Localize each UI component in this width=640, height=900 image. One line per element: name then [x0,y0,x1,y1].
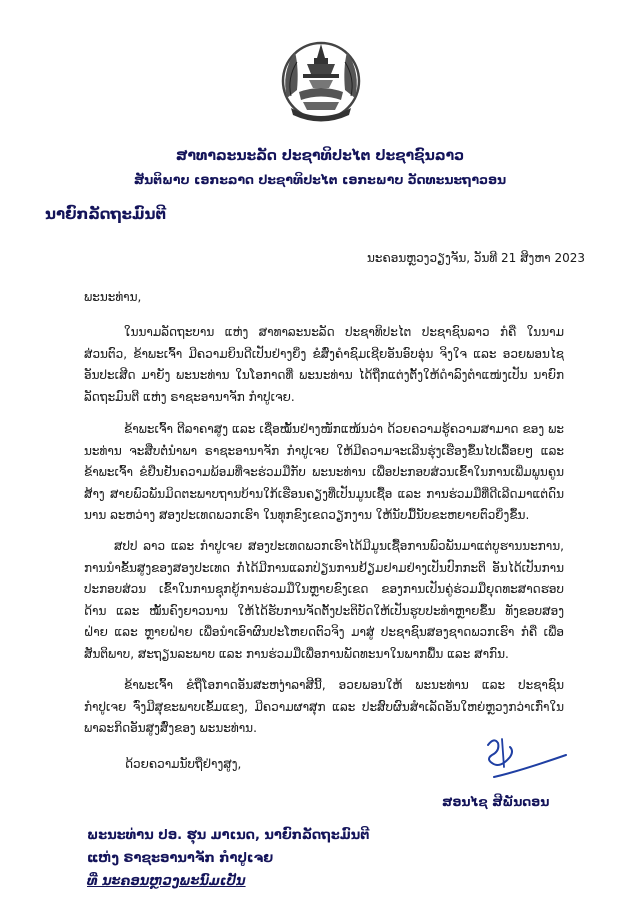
header-motto: ສັນຕິພາບ ເອກະລາດ ປະຊາທິປະໄຕ ເອກະພາບ ວັດທະນະຖາວອນ [133,172,507,187]
place-date: ນະຄອນຫຼວງວຽງຈັນ, ວັນທີ 21 ສິງຫາ 2023 [367,251,585,265]
signer-name: ສອນໄຊ ສີພັນດອນ [442,794,550,809]
closing: ດ້ວຍຄວາມນັບຖືຢ່າງສູງ, [125,757,242,771]
paragraph-2: ຂ້າພະເຈົ້າ ຕີລາຄາສູງ ແລະ ເຊື່ອໝັ້ນຢ່າງໜັກແໜ້ນວ່າ ດ້ວຍຄວາມຮູ້ຄວາມສາມາດ ຂອງ ພະນະທ່ານ ຈະສືບຕໍ່ນຳພາ ຣາຊະອານາຈັກ ກຳປູເຈຍ ໃຫ້ມີຄວາມຈະເລີນຮຸ່ງເຮືອງຂຶ້ນໄປເລື້ອຍໆ ແລະ ຂ້າພະເຈົ້າ ຂໍຢືນຢັນຄວາມພ້ອມທີ່ຈະຮ່ວມມືກັບ ພະນະທ່ານ ເພື່ອປະກອບສ່ວນເຂົ້າໃນການເພີ່ມພູນຄູນສ້າງ ສາຍພົວພັນມິດຕະພາບຖານບ້ານໃກ້ເຮືອນຄຽງທີ່ເປັນມູນເຊື້ອ ແລະ ການຮ່ວມມືທີ່ດີເລີດມາແຕ່ດົນນານ ລະຫວ່າງ ສອງປະເທດພວກເຮົາ ໃນທຸກຂົງເຂດວຽກງານ ໃຫ້ນັບມື້ນັບຂະຫຍາຍຕົວຍິ່ງຂຶ້ນ. [84,422,564,522]
paragraph-1: ໃນນາມລັດຖະບານ ແຫ່ງ ສາທາລະນະລັດ ປະຊາທິປະໄຕ ປະຊາຊົນລາວ ກໍຄື ໃນນາມສ່ວນຕົວ, ຂ້າພະເຈົ້າ ມີຄວາມຍິນດີເປັນຢ່າງຍິ່ງ ຂໍສົ່ງຄຳຊົມເຊີຍອັນອົບອຸ່ນ ຈິງໃຈ ແລະ ອວຍພອນໄຊອັນປະເສີດ ມາຍັງ ພະນະທ່ານ ໃນໂອກາດທີ່ ພະນະທ່ານ ໄດ້ຖືກແຕ່ງຕັ້ງໃຫ້ດຳລົງຕຳແໜ່ງເປັນ ນາຍົກລັດຖະມົນຕີ ແຫ່ງ ຣາຊະອານາຈັກ ກຳປູເຈຍ. [84,325,564,404]
header-country-name: ສາທາລະນະລັດ ປະຊາທິປະໄຕ ປະຊາຊົນລາວ [175,148,465,164]
addressee-line-1: ພະນະທ່ານ ປອ. ຮຸນ ມາເນດ, ນາຍົກລັດຖະມົນຕີ [87,828,370,843]
signature-icon [480,733,570,783]
salutation: ພະນະທ່ານ, [84,290,142,304]
paragraph-4: ຂ້າພະເຈົ້າ ຂໍຖືໂອກາດອັນສະຫງ່າລາສີນີ້, ອວຍພອນໃຫ້ ພະນະທ່ານ ແລະ ປະຊາຊົນ ກຳປູເຈຍ ຈົ່ງມີສຸຂະພາບເຂັ້ມແຂງ, ມີຄວາມຜາສຸກ ແລະ ປະສົບຜົນສຳເລັດອັນໃຫຍ່ຫຼວງກວ່າເກົ່າໃນພາລະກິດອັນສູງສົ່ງຂອງ ພະນະທ່ານ. [84,678,564,735]
addressee-line-3: ທີ່ ນະຄອນຫຼວງພະນົມເປັນ [87,874,246,889]
lao-national-emblem-icon [273,38,369,124]
sender-title: ນາຍົກລັດຖະມົນຕີ [45,205,167,223]
addressee-line-2: ແຫ່ງ ຣາຊະອານາຈັກ ກຳປູເຈຍ [87,851,274,866]
paragraph-3: ສປປ ລາວ ແລະ ກຳປູເຈຍ ສອງປະເທດພວກເຮົາໄດ້ມີມູນເຊື້ອການພົວພັນມາແຕ່ບູຮານນະການ, ການນຳຂັ້ນສູງຂອງສອງປະເທດ ກໍ່ໄດ້ມີການແລກປ່ຽນການຢ້ຽມຢາມຢ່າງເປັນປົກກະຕິ ອັນໄດ້ເປັນການປະກອບສ່ວນ ເຂົ້າໃນການຊຸກຍູ້ການຮ່ວມມືໃນຫຼາຍຂົງເຂດ ຂອງການເປັນຄູ່ຮ່ວມມືຍຸດທະສາດຮອບດ້ານ ແລະ ໝັ້ນຄົງຍາວນານ ໃຫ້ໄດ້ຮັບການຈັດຕັ້ງປະຕິບັດໃຫ້ເປັນຮູບປະທຳຫຼາຍຂຶ້ນ ທັງຂອບສອງຝ່າຍ ແລະ ຫຼາຍຝ່າຍ ເພື່ອນຳເອົາຜົນປະໂຫຍດຕົວຈິງ ມາສູ່ ປະຊາຊົນສອງຊາດພວກເຮົາ ກໍຄື ເພື່ອສັນຕິພາບ, ສະຖຽນລະພາບ ແລະ ການຮ່ວມມືເພື່ອການພັດທະນາໃນພາກພື້ນ ແລະ ສາກົນ. [84,539,564,661]
